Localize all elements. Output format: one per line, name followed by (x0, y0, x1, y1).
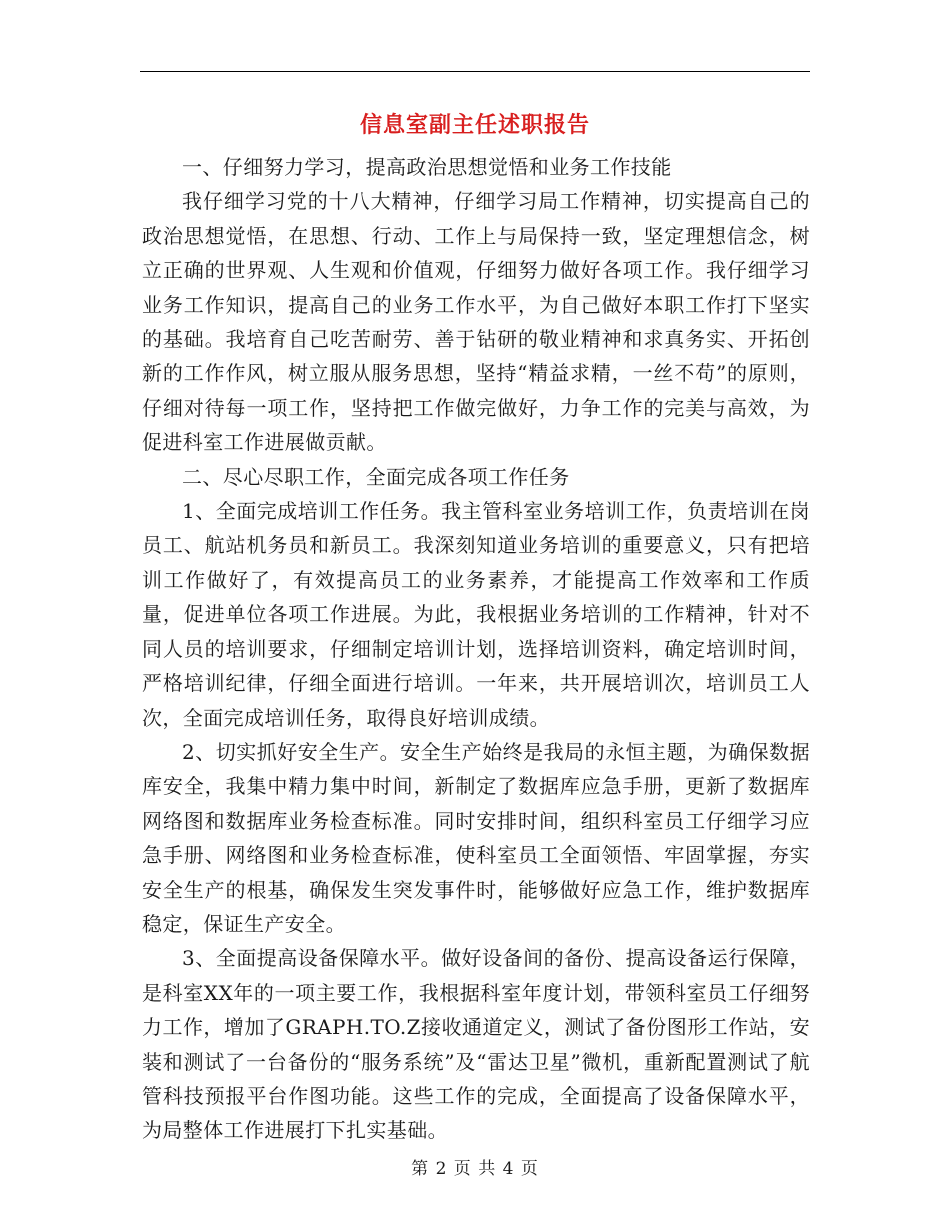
page-number-footer: 第 2 页 共 4 页 (411, 1159, 539, 1179)
document-title: 信息室副主任述职报告 (359, 113, 590, 138)
section-heading-2: 二、尽心尽职工作，全面完成各项工作任务 (182, 464, 570, 489)
paragraph-equipment: 3、全面提高设备保障水平。做好设备间的备份、提高设备运行保障，是科室XX年的一项主要工作，我根据科室年度计划，带领科室员工仔细努力工作，增加了GRAPH.TO.Z接收通道定义，测试了备份图形工作站，安装和测试了一台备份的“服务系统”及“雷达卫星”微机，重新配置测试了航管科技预报平台作图功能。这些工作的完成，全面提高了设备保障水平，为局整体工作进展打下扎实基础。 (142, 946, 810, 1143)
document-body (142, 150, 810, 1148)
section-heading-1: 一、仔细努力学习，提高政治思想觉悟和业务工作技能 (182, 155, 672, 179)
paragraph-study: 我仔细学习党的十八大精神，仔细学习局工作精神，切实提高自己的政治思想觉悟，在思想、行动、工作上与局保持一致，坚定理想信念，树立正确的世界观、人生观和价值观，仔细努力做好各项工作。我仔细学习业务工作知识，提高自己的业务工作水平，为自己做好本职工作打下坚实的基础。我培育自己吃苦耐劳、善于钻研的敬业精神和求真务实、开拓创新的工作作风，树立服从服务思想，坚持“精益求精，一丝不苟”的原则，仔细对待每一项工作，坚持把工作做完做好，力争工作的完美与高效，为促进科室工作进展做贡献。 (142, 189, 810, 455)
paragraph-safety: 2、切实抓好安全生产。安全生产始终是我局的永恒主题，为确保数据库安全，我集中精力集中时间，新制定了数据库应急手册，更新了数据库网络图和数据库业务检查标准。同时安排时间，组织科室员工仔细学习应急手册、网络图和业务检查标准，使科室员工全面领悟、牢固掌握，夯实安全生产的根基，确保发生突发事件时，能够做好应急工作，维护数据库稳定，保证生产安全。 (142, 739, 810, 936)
header-rule (140, 71, 810, 72)
paragraph-training: 1、全面完成培训工作任务。我主管科室业务培训工作，负责培训在岗员工、航站机务员和新员工。我深刻知道业务培训的重要意义，只有把培训工作做好了，有效提高员工的业务素养，才能提高工作效率和工作质量，促进单位各项工作进展。为此，我根据业务培训的工作精神，针对不同人员的培训要求，仔细制定培训计划，选择培训资料，确定培训时间，严格培训纪律，仔细全面进行培训。一年来，共开展培训次，培训员工人次，全面完成培训任务，取得良好培训成绩。 (142, 499, 810, 730)
